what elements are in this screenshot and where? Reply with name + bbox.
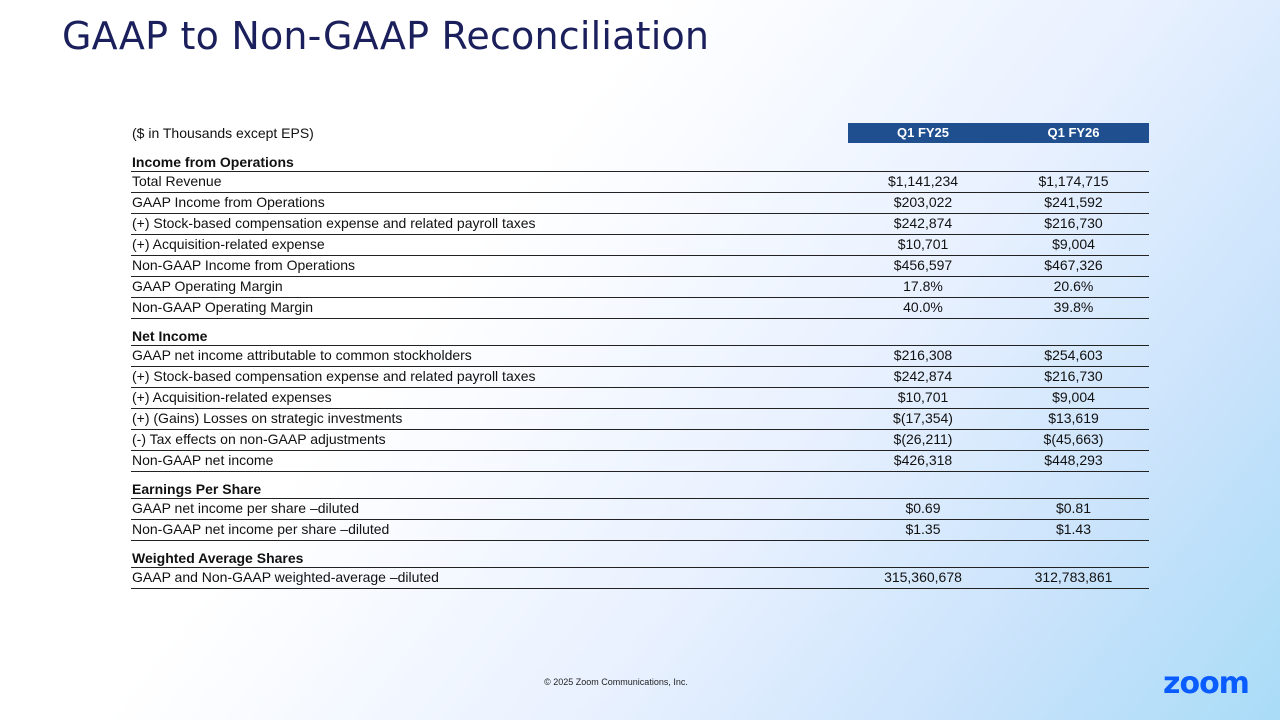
copyright-footer: © 2025 Zoom Communications, Inc. — [544, 677, 688, 687]
cell-q1-fy26: $1,174,715 — [1038, 173, 1109, 189]
table-row — [131, 256, 1149, 277]
row-label: Non-GAAP net income — [132, 452, 274, 468]
row-label: GAAP and Non-GAAP weighted-average –diluted — [132, 569, 439, 585]
cell-q1-fy25: $(17,354) — [893, 410, 953, 426]
table-row — [131, 346, 1149, 367]
cell-q1-fy25: $(26,211) — [893, 431, 953, 447]
page-title: GAAP to Non-GAAP Reconciliation — [62, 14, 710, 58]
cell-q1-fy26: $1.43 — [1055, 521, 1092, 537]
table-row — [131, 277, 1149, 298]
reconciliation-table — [131, 123, 1149, 595]
table-row — [131, 388, 1149, 409]
row-label: Non-GAAP Income from Operations — [132, 257, 356, 273]
section-title: Earnings Per Share — [131, 478, 1149, 499]
row-label: GAAP net income per share –diluted — [132, 500, 359, 516]
cell-q1-fy25: $426,318 — [893, 452, 953, 468]
cell-q1-fy25: $1,141,234 — [887, 173, 959, 189]
table-header — [131, 123, 1149, 143]
cell-q1-fy25: 315,360,678 — [884, 569, 962, 585]
zoom-logo: zoom — [1163, 666, 1249, 701]
cell-q1-fy26: $9,004 — [1052, 236, 1095, 252]
cell-q1-fy25: $242,874 — [893, 215, 953, 231]
section-title: Net Income — [131, 325, 1149, 346]
cell-q1-fy26: $13,619 — [1048, 410, 1099, 426]
cell-q1-fy25: 17.8% — [903, 278, 943, 294]
row-label: GAAP Income from Operations — [132, 194, 325, 210]
row-label: (+) Stock-based compensation expense and related payroll taxes — [132, 215, 536, 231]
table-row — [131, 298, 1149, 319]
cell-q1-fy25: $456,597 — [893, 257, 953, 273]
table-row — [131, 409, 1149, 430]
cell-q1-fy26: $448,293 — [1044, 452, 1103, 468]
table-row — [131, 193, 1149, 214]
row-label: (-) Tax effects on non-GAAP adjustments — [132, 431, 386, 447]
cell-q1-fy25: $242,874 — [893, 368, 953, 384]
row-label: Non-GAAP Operating Margin — [132, 299, 314, 315]
row-label: (+) Acquisition-related expense — [132, 236, 325, 252]
table-section — [131, 478, 1149, 541]
cell-q1-fy26: 312,783,861 — [1034, 569, 1113, 585]
column-header-q1-fy25: Q1 FY25 — [848, 123, 998, 143]
cell-q1-fy25: $0.69 — [905, 500, 941, 516]
cell-q1-fy26: $216,730 — [1044, 368, 1103, 384]
cell-q1-fy26: $254,603 — [1044, 347, 1103, 363]
row-label: (+) (Gains) Losses on strategic investments — [132, 410, 403, 426]
table-row — [131, 172, 1149, 193]
table-row — [131, 214, 1149, 235]
row-label: GAAP Operating Margin — [132, 278, 283, 294]
table-row — [131, 568, 1149, 589]
table-section — [131, 151, 1149, 319]
cell-q1-fy25: $10,701 — [897, 389, 949, 405]
table-section — [131, 547, 1149, 589]
cell-q1-fy25: $216,308 — [893, 347, 953, 363]
row-label: GAAP net income attributable to common stockholders — [132, 347, 472, 363]
cell-q1-fy26: 39.8% — [1053, 299, 1094, 315]
table-row — [131, 451, 1149, 472]
cell-q1-fy26: $216,730 — [1044, 215, 1103, 231]
cell-q1-fy25: 40.0% — [903, 299, 943, 315]
table-section — [131, 325, 1149, 472]
column-header-q1-fy26: Q1 FY26 — [998, 123, 1149, 143]
cell-q1-fy26: $241,592 — [1044, 194, 1103, 210]
cell-q1-fy26: 20.6% — [1053, 278, 1094, 294]
section-title: Weighted Average Shares — [131, 547, 1149, 568]
cell-q1-fy25: $203,022 — [893, 194, 953, 210]
table-row — [131, 235, 1149, 256]
cell-q1-fy26: $(45,663) — [1043, 431, 1104, 447]
table-row — [131, 367, 1149, 388]
row-label: (+) Stock-based compensation expense and related payroll taxes — [132, 368, 536, 384]
cell-q1-fy25: $10,701 — [897, 236, 949, 252]
section-title: Income from Operations — [131, 151, 1149, 172]
row-label: (+) Acquisition-related expenses — [132, 389, 332, 405]
table-row — [131, 520, 1149, 541]
table-body — [131, 151, 1149, 589]
table-row — [131, 430, 1149, 451]
table-row — [131, 499, 1149, 520]
unit-label: ($ in Thousands except EPS) — [132, 125, 314, 141]
cell-q1-fy26: $467,326 — [1044, 257, 1103, 273]
cell-q1-fy25: $1.35 — [905, 521, 941, 537]
row-label: Total Revenue — [132, 173, 222, 189]
cell-q1-fy26: $0.81 — [1055, 500, 1092, 516]
cell-q1-fy26: $9,004 — [1052, 389, 1095, 405]
row-label: Non-GAAP net income per share –diluted — [132, 521, 390, 537]
